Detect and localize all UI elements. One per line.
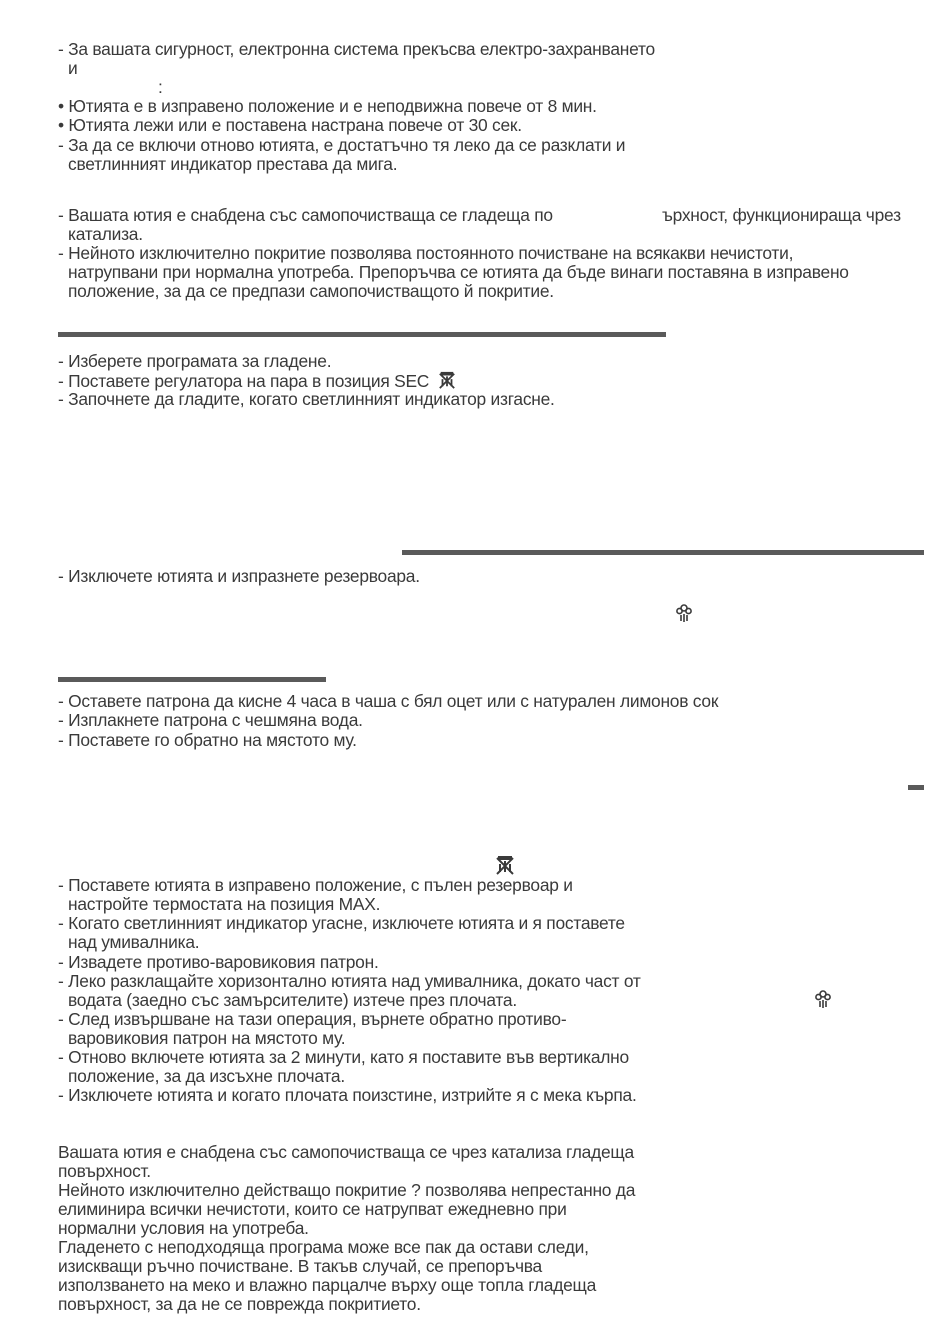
self-clean-step: - Поставете ютията в изправено положение, с пълен резервоар и bbox=[58, 875, 573, 895]
section-divider bbox=[402, 550, 924, 555]
catalysis-paragraph: използването на меко и влажно парцалче върху още топла гладеща bbox=[58, 1275, 597, 1295]
catalysis-paragraph: повърхност. bbox=[58, 1161, 151, 1181]
self-clean-step: - След извършване на тази операция, върнете обратно противо- bbox=[58, 1009, 567, 1029]
catalysis-paragraph: елиминира всички нечистоти, които се натрупват ежедневно при bbox=[58, 1199, 567, 1219]
self-clean-step: водата (заедно със замърсителите) изтече през плочата. bbox=[68, 990, 517, 1010]
self-clean-step: настройте термостата на позиция MAX. bbox=[68, 894, 381, 914]
bullet-item: • Ютията лежи или е поставена настрана повече от 30 сек. bbox=[58, 115, 522, 135]
self-clean-step: - Леко разклащайте хоризонтално ютията над умивалника, докато част от bbox=[58, 971, 641, 991]
safety-text-line: и bbox=[68, 58, 78, 78]
safety-text-line: - За вашата сигурност, електронна система прекъсва електро-захранването bbox=[58, 39, 655, 59]
cartridge-step: - Изплакнете патрона с чешмяна вода. bbox=[58, 710, 363, 730]
bullet-item: • Ютията е в изправено положение и е неподвижна повече от 8 мин. bbox=[58, 96, 597, 116]
self-clean-step: - Изключете ютията и когато плочата поизстине, изтрийте я с мека кърпа. bbox=[58, 1085, 637, 1105]
catalysis-paragraph: Вашата ютия е снабдена със самопочистваща се чрез катализа гладеща bbox=[58, 1142, 634, 1162]
cartridge-step: - Оставете патрона да кисне 4 часа в чаша с бял оцет или с натурален лимонов сок bbox=[58, 691, 719, 711]
soleplate-text-line: ърхност, функционираща чрез bbox=[662, 205, 901, 225]
dry-ironing-step-text: - Поставете регулатора на пара в позиция SEC bbox=[58, 371, 430, 391]
section-divider bbox=[908, 785, 924, 790]
no-steam-icon bbox=[438, 371, 456, 389]
dry-ironing-step: - Изберете програмата за гладене. bbox=[58, 351, 332, 371]
dry-ironing-step bbox=[58, 371, 456, 391]
safety-text-line: - За да се включи отново ютията, е достатъчно тя леко да се разклати и bbox=[58, 135, 626, 155]
safety-text-line: : bbox=[158, 77, 163, 97]
catalysis-paragraph: Гладенето с неподходяща програма може все пак да остави следи, bbox=[58, 1237, 589, 1257]
catalysis-paragraph: изискващи ръчно почистване. В такъв случай, се препоръчва bbox=[58, 1256, 542, 1276]
no-steam-icon bbox=[495, 855, 515, 875]
self-clean-step: - Извадете противо-варовиковия патрон. bbox=[58, 952, 379, 972]
safety-text-line: светлинният индикатор престава да мига. bbox=[68, 154, 398, 174]
self-clean-step: положение, за да изсъхне плочата. bbox=[68, 1066, 345, 1086]
steam-drops-icon bbox=[813, 989, 833, 1009]
self-clean-step: - Отново включете ютията за 2 минути, като я поставите във вертикално bbox=[58, 1047, 629, 1067]
after-use-step: - Изключете ютията и изпразнете резервоара. bbox=[58, 566, 420, 586]
catalysis-paragraph: Нейното изключително действащо покритие ? позволява непрестанно да bbox=[58, 1180, 636, 1200]
section-divider bbox=[58, 677, 326, 682]
cartridge-step: - Поставете го обратно на мястото му. bbox=[58, 730, 357, 750]
steam-drops-icon bbox=[674, 603, 694, 623]
dry-ironing-step: - Започнете да гладите, когато светлинният индикатор изгасне. bbox=[58, 389, 555, 409]
soleplate-text-line: катализа. bbox=[68, 224, 143, 244]
self-clean-step: над умивалника. bbox=[68, 932, 200, 952]
section-divider bbox=[58, 332, 666, 337]
catalysis-paragraph: нормални условия на употреба. bbox=[58, 1218, 309, 1238]
self-clean-step: - Когато светлинният индикатор угасне, изключете ютията и я поставете bbox=[58, 913, 625, 933]
soleplate-text-line: - Нейното изключително покритие позволява постоянното почистване на всякакви нечистоти, bbox=[58, 243, 794, 263]
soleplate-text-line: положение, за да се предпази самопочистващото й покритие. bbox=[68, 281, 554, 301]
soleplate-text-line: натрупвани при нормална употреба. Препоръчва се ютията да бъде винаги поставяна в изправено bbox=[68, 262, 849, 282]
self-clean-step: варовиковия патрон на мястото му. bbox=[68, 1028, 346, 1048]
catalysis-paragraph: повърхност, за да не се поврежда покритието. bbox=[58, 1294, 421, 1314]
soleplate-text-line: - Вашата ютия е снабдена със самопочистваща се гладеща по bbox=[58, 205, 553, 225]
